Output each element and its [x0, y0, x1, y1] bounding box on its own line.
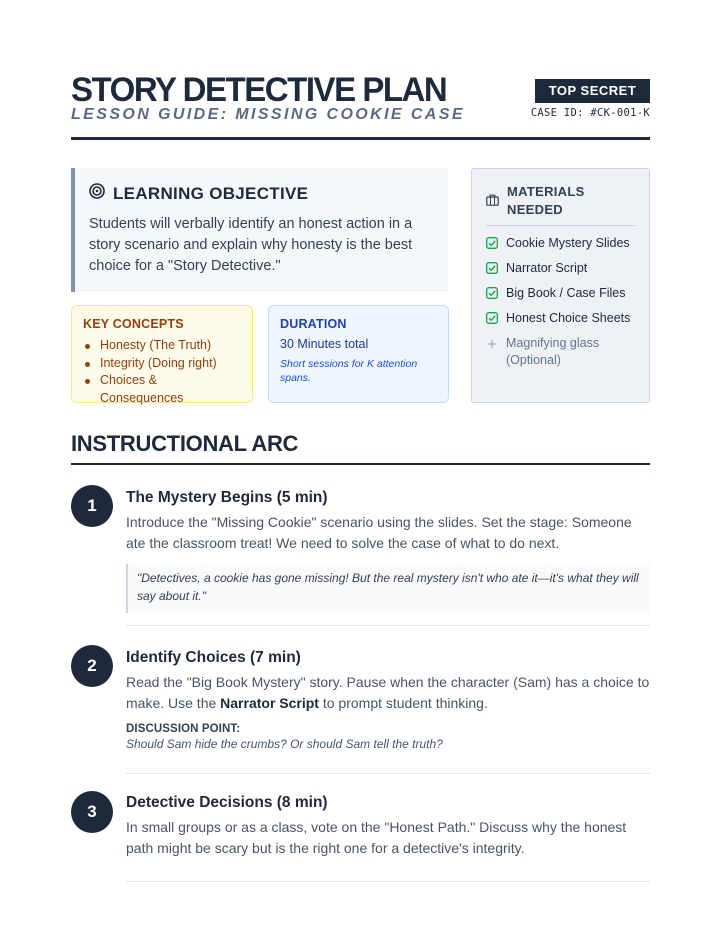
material-item	[486, 282, 635, 307]
arc-step	[71, 485, 650, 626]
duration-value: 30 Minutes total	[280, 337, 369, 351]
case-id: CASE ID: #CK-001-K	[530, 107, 650, 119]
concept-item: Choices & Consequences	[83, 372, 241, 407]
duration-title: DURATION	[280, 317, 347, 331]
checkbox-checked-icon	[486, 237, 498, 249]
step-quote: "Detectives, a cookie has gone missing! But the real mystery isn't who ate it—it's what they will say about it."	[126, 564, 650, 613]
objective-heading	[89, 183, 432, 204]
checkbox-checked-icon	[486, 312, 498, 324]
discussion-point-label: DISCUSSION POINT:	[126, 723, 241, 735]
materials-title: MATERIALS NEEDED	[507, 184, 585, 217]
briefcase-icon	[486, 193, 499, 219]
instructional-arc-heading: INSTRUCTIONAL ARC	[71, 431, 650, 465]
material-label: Honest Choice Sheets	[506, 311, 631, 325]
materials-heading	[486, 183, 635, 226]
arc-step	[71, 645, 650, 774]
material-item-optional	[486, 332, 635, 369]
step-title: The Mystery Begins (5 min)	[126, 489, 328, 506]
step-body	[126, 793, 650, 882]
step-title: Detective Decisions (8 min)	[126, 794, 328, 811]
key-concepts-card	[71, 305, 253, 403]
objective-title: LEARNING OBJECTIVE	[113, 183, 309, 203]
objective-text: Students will verbally identify an honest action in a story scenario and explain why honesty is the best choice for a "Story Detective."	[89, 216, 413, 274]
step-body	[126, 648, 650, 774]
top-secret-badge: TOP SECRET	[535, 79, 650, 103]
step-number-badge: 1	[71, 485, 113, 527]
step-description: In small groups or as a class, vote on the "Honest Path." Discuss why the honest path might be scary but is the right one for a detective's integrity.	[126, 819, 627, 856]
learning-objective-panel	[71, 168, 448, 292]
step-body	[126, 488, 650, 626]
concept-item: Honesty (The Truth)	[83, 337, 241, 355]
step-description: Introduce the "Missing Cookie" scenario using the slides. Set the stage: Someone ate the classroom treat! We need to solve the case of what to do next.	[126, 514, 632, 551]
concept-item: Integrity (Doing right)	[83, 355, 241, 373]
page-title: STORY DETECTIVE PLAN	[71, 71, 447, 109]
material-item	[486, 307, 635, 332]
material-label: Cookie Mystery Slides	[506, 236, 630, 250]
material-label: Magnifying glass (Optional)	[506, 336, 600, 367]
material-item	[486, 257, 635, 282]
page-subtitle: LESSON GUIDE: MISSING COOKIE CASE	[71, 106, 465, 123]
narrator-script-emphasis: Narrator Script	[220, 695, 319, 711]
key-concepts-list	[83, 337, 241, 407]
plus-icon	[486, 338, 498, 350]
page-header	[71, 72, 650, 140]
material-label: Big Book / Case Files	[506, 286, 626, 300]
checkbox-checked-icon	[486, 287, 498, 299]
material-item	[486, 232, 635, 257]
step-number-badge: 2	[71, 645, 113, 687]
duration-note: Short sessions for K attention spans.	[280, 358, 418, 384]
duration-card	[268, 305, 449, 403]
materials-list	[486, 232, 635, 369]
checkbox-checked-icon	[486, 262, 498, 274]
step-number-badge: 3	[71, 791, 113, 833]
target-icon	[89, 183, 105, 204]
arc-step	[71, 791, 650, 882]
materials-panel	[471, 168, 650, 403]
material-label: Narrator Script	[506, 261, 588, 275]
step-title: Identify Choices (7 min)	[126, 649, 301, 666]
step-description: Read the "Big Book Mystery" story. Pause when the character (Sam) has a choice to make. Use the Narrator Script to prompt student thinking.	[126, 674, 650, 711]
discussion-question: Should Sam hide the crumbs? Or should Sam tell the truth?	[126, 737, 443, 751]
key-concepts-title: KEY CONCEPTS	[83, 317, 184, 331]
